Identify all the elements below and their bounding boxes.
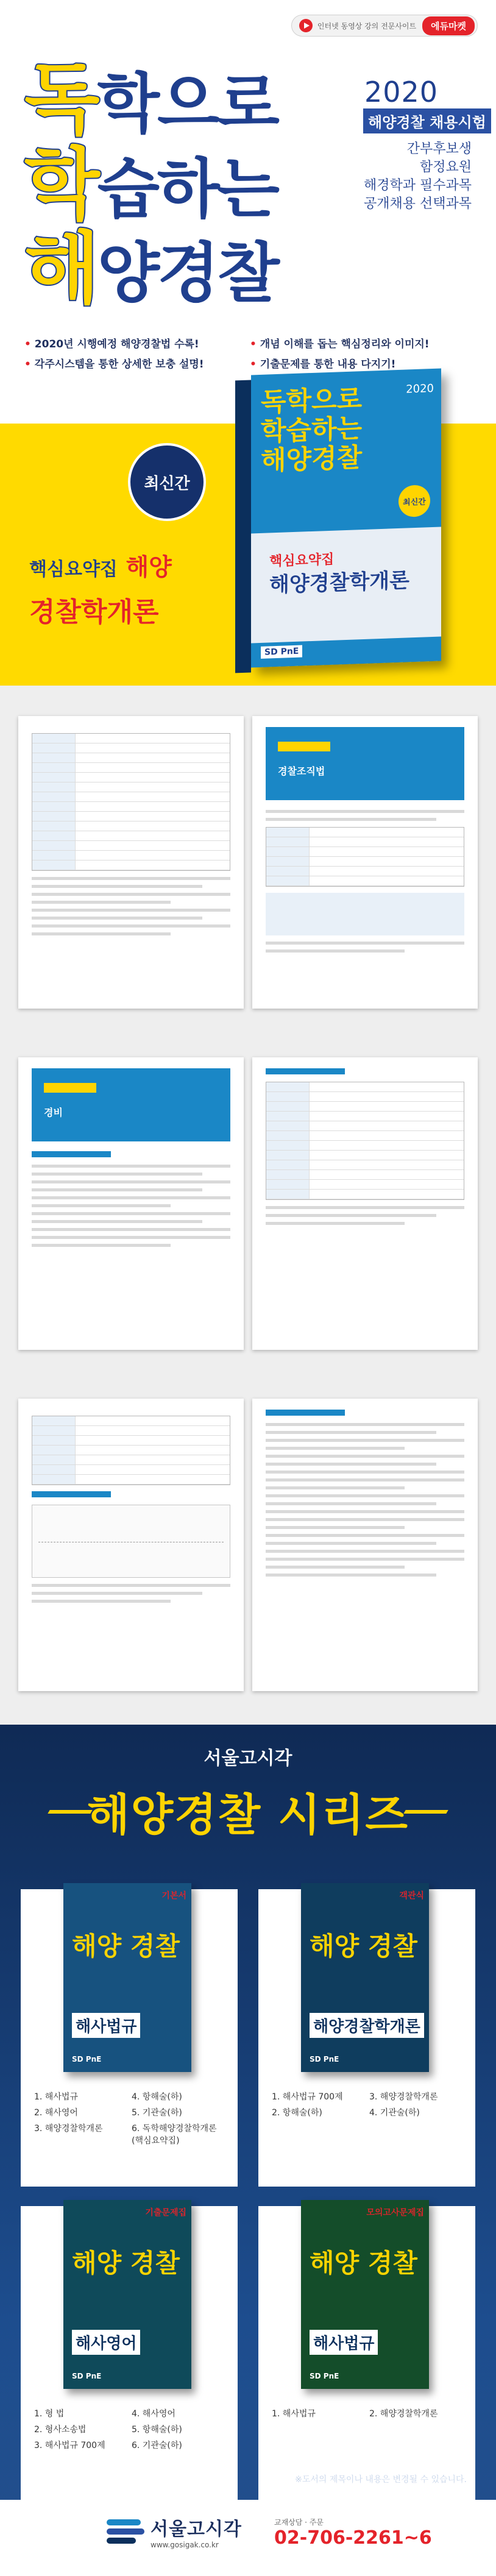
feature-item: • 기출문제를 통한 내용 다지기! <box>250 355 475 371</box>
series-section <box>0 1725 496 2576</box>
book-title-item: 3. 해양경찰학개론 <box>34 2124 103 2134</box>
promo-title-line-1 <box>29 548 172 583</box>
headline-highlight: 해 <box>24 224 97 314</box>
promo-title-line-2: 경찰학개론 <box>29 597 159 628</box>
series-title: 해양경찰 시리즈 <box>87 1789 409 1840</box>
preview-page <box>252 1051 484 1356</box>
headline-rest: 양경찰 <box>97 236 277 311</box>
book-title-item: 4. 해사영어 <box>132 2409 175 2419</box>
book-title-list <box>272 2090 462 2118</box>
book-title-item: 4. 항해술(하) <box>132 2092 182 2102</box>
headline-line-3 <box>24 224 277 314</box>
order-contact <box>274 2517 432 2549</box>
headline-highlight: 학 <box>24 140 97 230</box>
book-title-list <box>272 2407 462 2419</box>
chapter-title: 경비 <box>44 1107 63 1118</box>
book-spine <box>235 380 251 673</box>
preview-page <box>252 710 484 1015</box>
chapter-banner <box>32 1068 230 1141</box>
cover-title-line: 학습하는 <box>261 413 363 447</box>
preview-table <box>32 733 230 871</box>
book-cover-image <box>251 369 441 668</box>
feature-item: • 2020년 시행예정 해양경찰법 수록! <box>24 335 250 350</box>
book-title-list <box>34 2407 224 2451</box>
headline-rest: 습하는 <box>97 152 277 227</box>
newest-badge: 최신간 <box>128 443 206 521</box>
feature-item: • 개념 이해를 돕는 핵심정리와 이미지! <box>250 335 475 350</box>
book-cover-subtitle: 해양경찰학개론 <box>310 2013 424 2038</box>
book-cover-title: 해양 경찰 <box>72 1931 180 1961</box>
subject-item: 해경학과 필수과목 <box>363 178 472 193</box>
headline-rest: 학으로 <box>97 66 277 141</box>
chapter-title: 경찰조직법 <box>278 765 325 777</box>
cover-name-big: 해양경찰학개론 <box>269 568 409 598</box>
preview-page <box>12 710 244 1015</box>
book-title-item: 1. 해사법규 <box>272 2409 316 2419</box>
headline-line-1 <box>24 54 277 145</box>
play-icon <box>299 19 313 32</box>
badge-description: 인터넷 동영상 강의 전문사이트 <box>317 21 417 30</box>
book-cover-subtitle: 해사영어 <box>72 2330 140 2355</box>
series-publisher: 서울고시각 <box>204 1748 292 1769</box>
book-cover-subtitle: 해사법규 <box>72 2013 140 2038</box>
book-type-tag: 모의고사문제집 <box>366 2208 424 2218</box>
inner-page-previews <box>0 686 496 1725</box>
exam-label: 해양경찰 채용시험 <box>363 108 491 133</box>
book-cover-title: 해양 경찰 <box>310 1931 417 1961</box>
edumarket-badge[interactable] <box>291 15 478 37</box>
series-book-card[interactable] <box>21 2206 238 2503</box>
cover-publisher: SD PnE <box>261 645 302 659</box>
series-book-cover <box>301 1883 429 2072</box>
book-title-item: 3. 해사법규 700제 <box>34 2441 105 2450</box>
book-title-item: 5. 항해술(하) <box>132 2425 182 2435</box>
contact-label: 교재상담 · 주문 <box>274 2518 324 2527</box>
cover-title-line: 독학으로 <box>261 384 363 418</box>
book-cover <box>251 369 441 668</box>
phone-number[interactable]: 02-706-2261~6 <box>274 2527 432 2549</box>
series-book-cover <box>301 2200 429 2389</box>
book-cover-subtitle: 해사법규 <box>310 2330 378 2355</box>
book-cover-publisher: SD PnE <box>310 2055 339 2063</box>
book-title-item: 1. 해사법규 700제 <box>272 2092 343 2102</box>
book-title-item: 4. 기관술(하) <box>369 2108 420 2118</box>
subject-item: 간부후보생 <box>406 141 472 157</box>
book-title-item: 5. 기관술(하) <box>132 2108 182 2118</box>
feature-item: • 각주시스템을 통한 상세한 보충 설명! <box>24 355 250 371</box>
cover-new-mark: 최신간 <box>399 484 430 517</box>
preview-chart <box>32 1505 230 1578</box>
logo-text: 서울고시각 <box>151 2519 242 2540</box>
book-title-item: 1. 형 법 <box>34 2409 65 2419</box>
book-title-item: 2. 해양경찰학개론 <box>369 2409 438 2419</box>
book-cover-title: 해양 경찰 <box>310 2248 417 2278</box>
preview-page <box>12 1051 244 1356</box>
edition-year: 2020 <box>364 76 439 108</box>
wave-logo-icon <box>107 2517 144 2546</box>
website-url[interactable]: www.gosigak.co.kr <box>151 2541 219 2549</box>
edumarket-brand[interactable]: 에듀마켓 <box>422 16 475 35</box>
book-type-tag: 기출문제집 <box>145 2208 186 2218</box>
headline-line-2 <box>24 140 277 230</box>
publisher-logo[interactable] <box>107 2514 242 2549</box>
preview-page <box>252 1393 484 1697</box>
book-title-item: 6. 독학해양경찰학개론 (핵심요약집) <box>132 2124 217 2146</box>
book-type-tag: 객관식 <box>399 1891 424 1901</box>
series-book-card[interactable] <box>258 1889 475 2187</box>
book-cover-publisher: SD PnE <box>310 2372 339 2380</box>
preview-page <box>12 1393 244 1697</box>
promo-title-small: 핵심요약집 <box>29 559 118 580</box>
target-subjects <box>364 140 472 213</box>
book-cover-publisher: SD PnE <box>72 2055 102 2063</box>
cover-year: 2020 <box>406 381 434 396</box>
book-type-tag: 기본서 <box>161 1891 186 1901</box>
subject-item: 함정요원 <box>419 160 472 175</box>
hero-section <box>0 0 496 424</box>
book-title-item: 3. 해양경찰학개론 <box>369 2092 438 2102</box>
change-notice: ※도서의 제목이나 내용은 변경될 수 있습니다. <box>295 2475 467 2485</box>
subject-item: 공개채용 선택과목 <box>363 196 472 211</box>
series-book-cover <box>63 1883 191 2072</box>
cover-title-line: 해양경찰 <box>261 442 363 477</box>
promo-title-a: 해양 <box>126 554 172 581</box>
series-book-card[interactable] <box>258 2206 475 2503</box>
headline-highlight: 독 <box>24 54 97 145</box>
book-title-item: 6. 기관술(하) <box>132 2441 182 2450</box>
series-book-cover <box>63 2200 191 2389</box>
book-title-item: 1. 해사법규 <box>34 2092 78 2102</box>
series-book-card[interactable] <box>21 1889 238 2187</box>
cover-title <box>261 385 362 476</box>
book-title-item: 2. 해사영어 <box>34 2108 78 2118</box>
book-cover-title: 해양 경찰 <box>72 2248 180 2278</box>
book-cover-publisher: SD PnE <box>72 2372 102 2380</box>
chapter-banner <box>266 727 464 800</box>
book-title-item: 2. 형사소송법 <box>34 2425 87 2435</box>
feature-list <box>24 335 475 371</box>
book-title-list <box>34 2090 224 2146</box>
cover-name-small: 핵심요약집 <box>269 552 335 570</box>
book-title-item: 2. 항해술(하) <box>272 2108 322 2118</box>
